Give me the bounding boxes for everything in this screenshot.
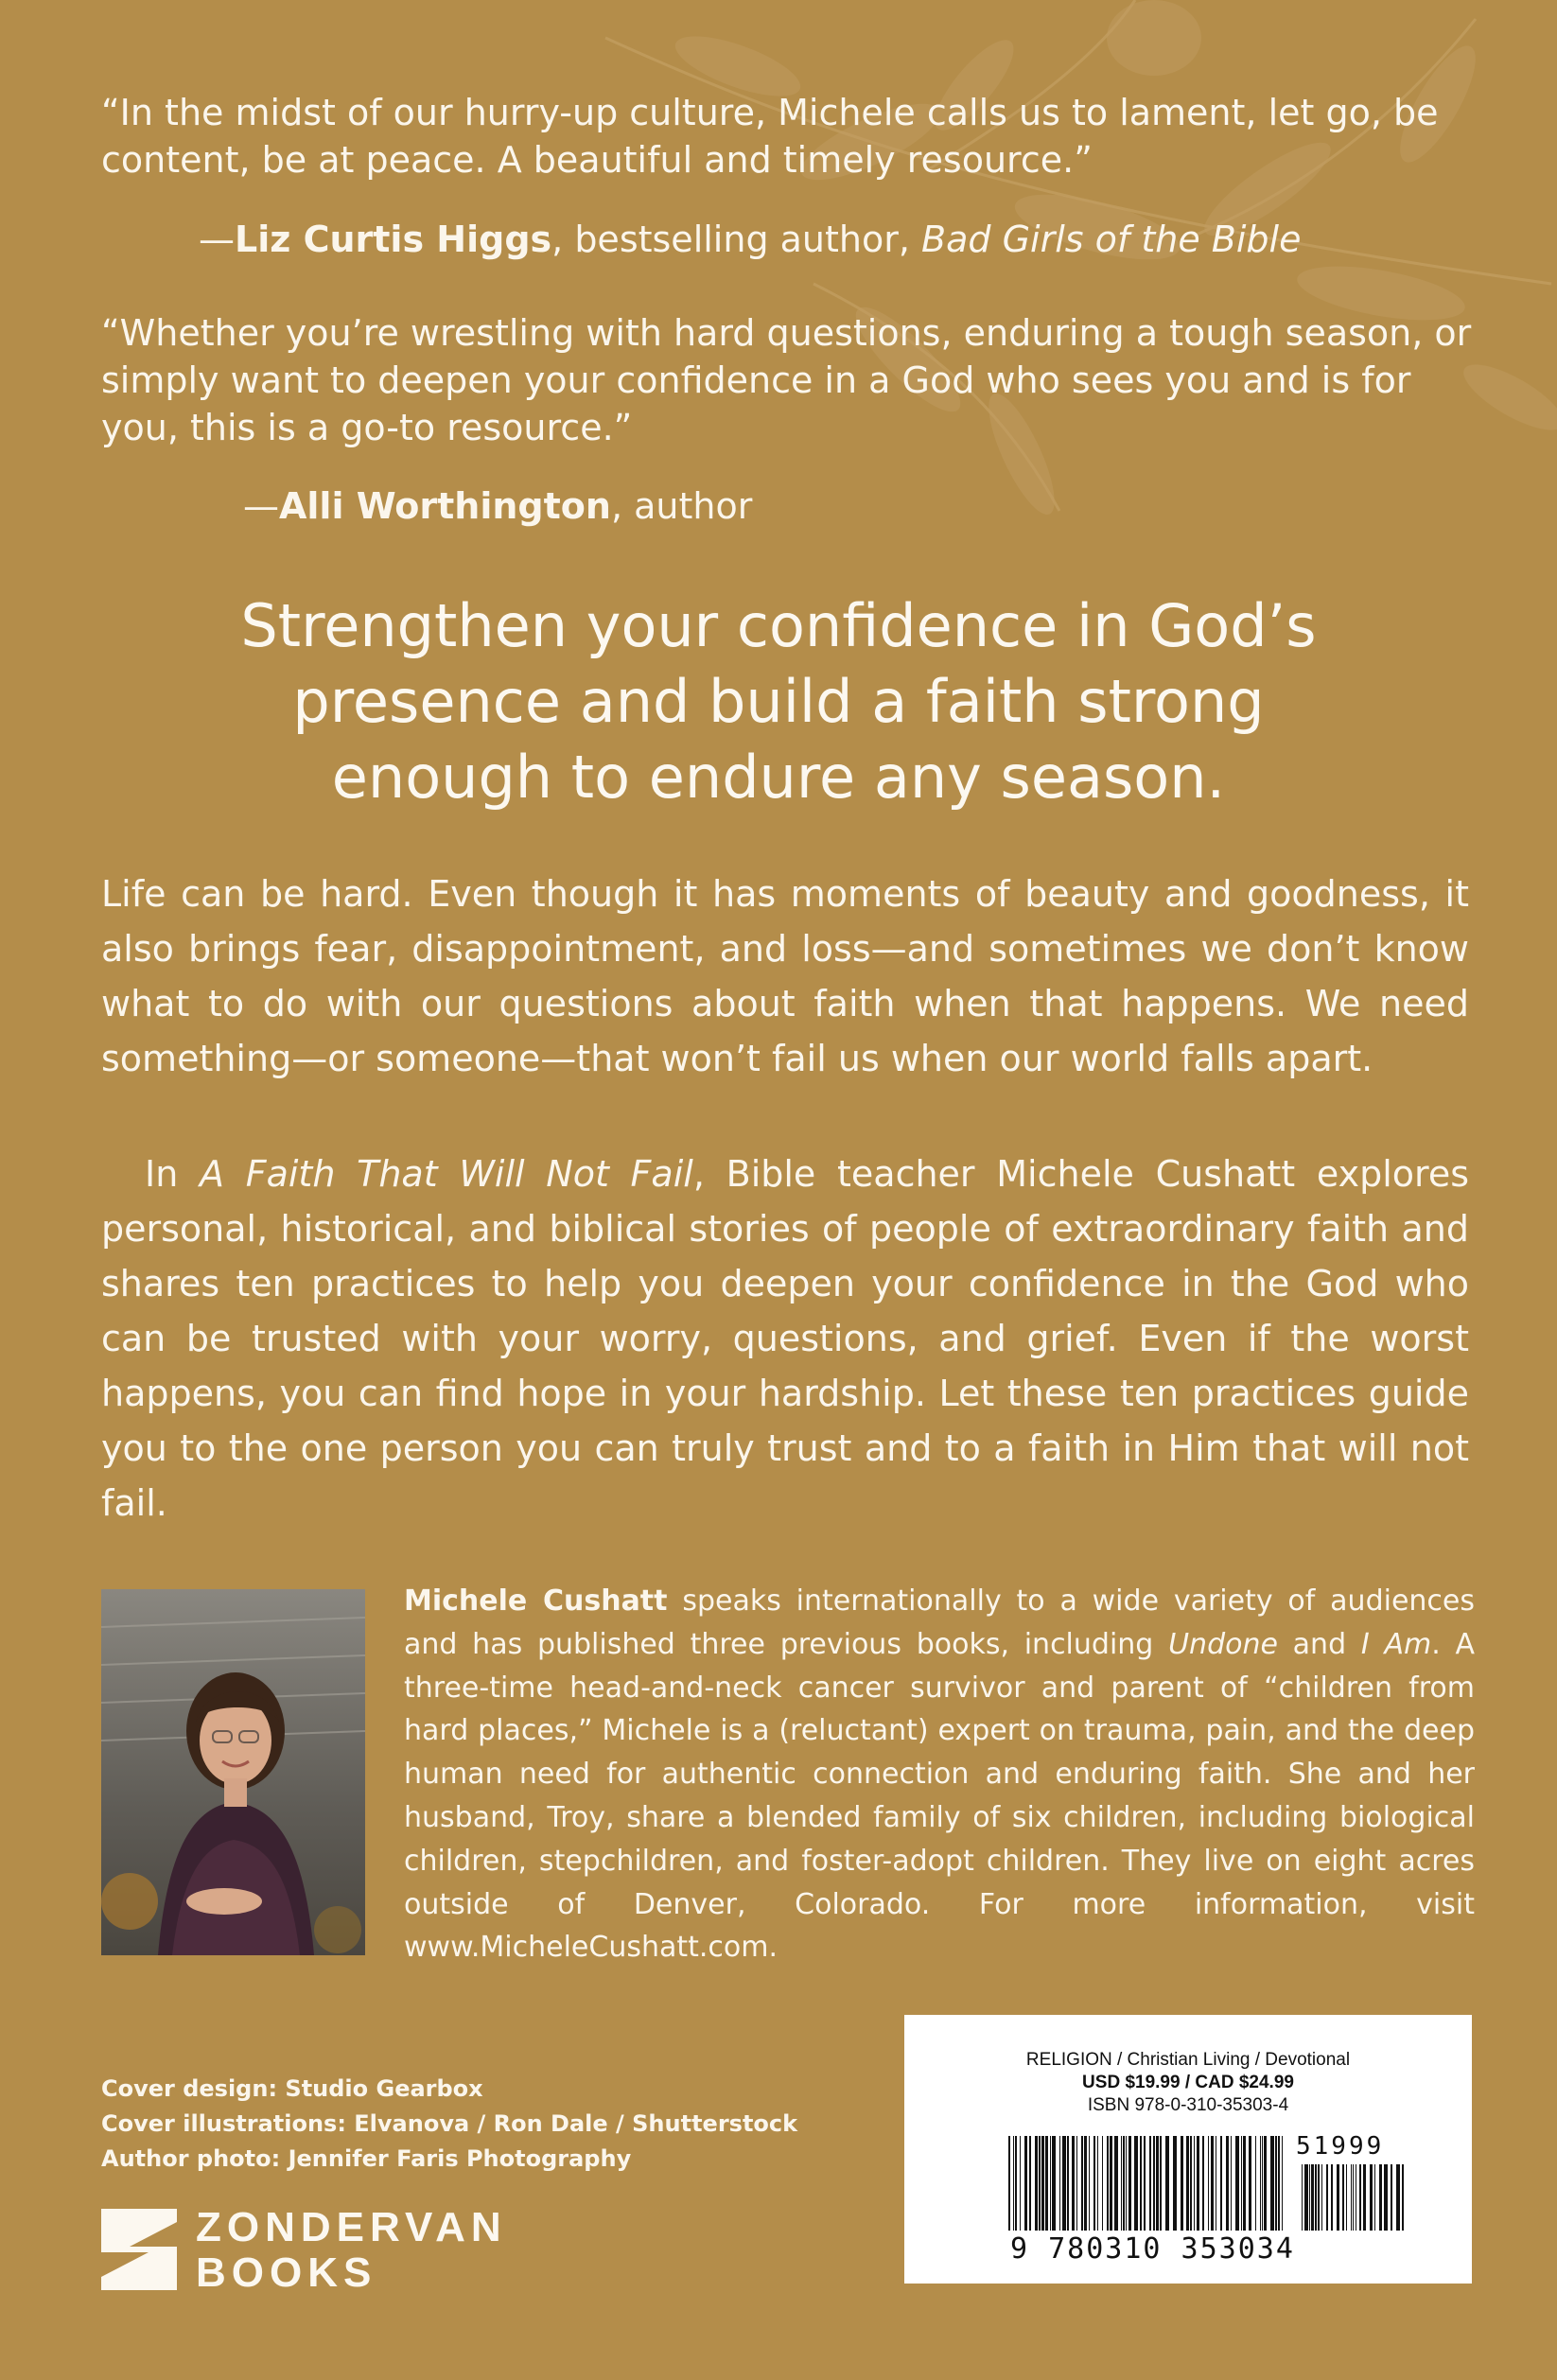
barcode-bar (1024, 2136, 1027, 2231)
barcode-bar (1008, 2136, 1010, 2231)
barcode-addon-bar (1342, 2164, 1344, 2231)
barcode-bar (1126, 2136, 1127, 2231)
author-portrait-image (101, 1589, 365, 1955)
barcode-addon-bar (1337, 2164, 1339, 2231)
barcode-addon-bar (1304, 2164, 1308, 2231)
barcode-addon-bar (1353, 2164, 1354, 2231)
barcode-bar (1081, 2136, 1083, 2231)
barcode-bar (1208, 2136, 1209, 2231)
headline-line-2: presence and build a faith strong (292, 667, 1265, 736)
barcode-bar (1144, 2136, 1146, 2231)
barcode-bar (1128, 2136, 1131, 2231)
endorser-book-title: Bad Girls of the Bible (921, 219, 1302, 260)
barcode-addon-bar (1326, 2164, 1328, 2231)
barcode-bar (1264, 2136, 1267, 2231)
barcode-bar (1015, 2136, 1017, 2231)
barcode-addon-bar (1363, 2164, 1366, 2231)
barcode-addon-bar (1318, 2164, 1320, 2231)
endorsement-quote-2: “Whether you’re wrestling with hard questions, enduring a tough season, or simply want to deepen your confidence in a God who sees you and is for you, this is a go-to resource.” (101, 312, 1472, 448)
barcode-addon-bar (1391, 2164, 1392, 2231)
barcode-bar (1123, 2136, 1125, 2231)
barcode-bar (1121, 2136, 1122, 2231)
barcode-bar (1173, 2136, 1177, 2231)
barcode-digits: 9 780310 353034 (1010, 2232, 1295, 2266)
publisher-logo (101, 2204, 536, 2296)
barcode-bar (1114, 2136, 1118, 2231)
endorser-name-2: Alli Worthington (279, 485, 611, 527)
barcode-bar (1050, 2136, 1051, 2231)
barcode-bar (1211, 2136, 1214, 2231)
endorsement-attribution-2: —Alli Worthington, author (243, 485, 753, 527)
barcode-bar (1035, 2136, 1038, 2231)
barcode-bar (1067, 2136, 1069, 2231)
barcode-bar (1041, 2136, 1044, 2231)
barcode-addon-bar (1311, 2164, 1314, 2231)
barcode-bar (1045, 2136, 1048, 2231)
author-photo (101, 1589, 365, 1955)
headline-line-3: enough to endure any season. (331, 743, 1226, 812)
barcode-bar (1140, 2136, 1142, 2231)
barcode-addon-bar (1315, 2164, 1317, 2231)
barcode-bar (1275, 2136, 1277, 2231)
barcode-bar (1220, 2136, 1222, 2231)
barcode-addon-bar (1370, 2164, 1373, 2231)
headline-line-1: Strengthen your confidence in God’s (240, 591, 1317, 660)
barcode-bar (1102, 2136, 1103, 2231)
barcode-bar (1107, 2136, 1109, 2231)
barcode-bar (1089, 2136, 1090, 2231)
barcode-bar (1186, 2136, 1189, 2231)
price-label: USD $19.99 / CAD $24.99 (1082, 2073, 1294, 2092)
barcode-bar (1262, 2136, 1263, 2231)
barcode-addon-bar (1302, 2164, 1303, 2231)
endorser-name-1: Liz Curtis Higgs (235, 219, 552, 260)
barcode-addon-bar (1379, 2164, 1382, 2231)
isbn-label: ISBN 978-0-310-35303-4 (1087, 2095, 1289, 2115)
barcode-panel (904, 2015, 1472, 2284)
barcode-bar (1181, 2136, 1183, 2231)
credit-author-photo: Author photo: Jennifer Faris Photography (101, 2145, 632, 2172)
barcode-bar (1149, 2136, 1151, 2231)
barcode-bar (1062, 2136, 1066, 2231)
barcode-bar (1134, 2136, 1138, 2231)
barcode-bar (1059, 2136, 1060, 2231)
barcode-bar (1052, 2136, 1056, 2231)
bisac-category: RELIGION / Christian Living / Devotional (1025, 2050, 1351, 2070)
barcode-bar (1190, 2136, 1192, 2231)
barcode-bar (1194, 2136, 1195, 2231)
barcode-bar (1260, 2136, 1261, 2231)
endorsement-quote-1: “In the midst of our hurry-up culture, Michele calls us to lament, let go, be content, be at peace. A beautiful and timely resource.” (101, 92, 1439, 181)
book-title: A Faith That Will Not Fail (200, 1153, 693, 1195)
barcode-price-addon: 51999 (1296, 2132, 1385, 2161)
barcode-addon-bar (1351, 2164, 1352, 2231)
barcode-bar (1084, 2136, 1087, 2231)
barcode-addon-bar (1374, 2164, 1375, 2231)
barcode-addon-bar (1321, 2164, 1322, 2231)
barcode-bar (1153, 2136, 1155, 2231)
credit-cover-design: Cover design: Studio Gearbox (101, 2075, 483, 2102)
barcode-bar (1110, 2136, 1112, 2231)
barcode-bar (1072, 2136, 1075, 2231)
barcode-addon-bar (1384, 2164, 1388, 2231)
barcode-bar (1093, 2136, 1095, 2231)
author-name: Michele Cushatt (404, 1584, 668, 1618)
zondervan-mark-icon (101, 2209, 177, 2290)
barcode-bar (1013, 2136, 1014, 2231)
barcode-bar (1255, 2136, 1256, 2231)
barcode-addon-bar (1396, 2164, 1400, 2231)
barcode-bar (1197, 2136, 1199, 2231)
barcode-bar (1243, 2136, 1246, 2231)
barcode-bar (1270, 2136, 1274, 2231)
author-bio: Michele Cushatt speaks internationally to a wide variety of audiences and has published three previous books, including Undone and I Am. A three-time head-and-neck cancer survivor and parent of “children from hard places,” Michele is a (reluctant) expert on trauma, pain, and the deep human need for authentic connection and enduring faith. She and her husband, Troy, share a blended family of six children, including biological children, stepchildren, and foster-adopt children. They live on eight acres outside of Denver, Colorado. For more information, visit www.MicheleCushatt.com. (404, 1584, 1475, 1965)
barcode-bar (1241, 2136, 1242, 2231)
cover-credits (101, 2072, 797, 2177)
barcode-bar (1226, 2136, 1229, 2231)
barcode-bar (1039, 2136, 1041, 2231)
barcode-bar (1156, 2136, 1159, 2231)
barcode-bar (1278, 2136, 1280, 2231)
barcode-bar (1202, 2136, 1204, 2231)
publisher-name: ZONDERVAN BOOKS (196, 2204, 507, 2296)
barcode-addon-bar (1346, 2164, 1347, 2231)
cover-headline (0, 588, 1557, 815)
barcode-bar (1029, 2136, 1031, 2231)
barcode-bar (1160, 2136, 1162, 2231)
barcode-bar (1249, 2136, 1251, 2231)
description-paragraph-2: In A Faith That Will Not Fail, Bible teacher Michele Cushatt explores personal, historical, and biblical stories of people of extraordinary faith and shares ten practices to help you deepen your confidence in the God who can be trusted with your worry, questions, and grief. Even if the worst happens, you can find hope in your hardship. Let these ten practices guide you to the one person you can truly trust and to a faith in Him that will not fail. (101, 1153, 1470, 1524)
description-paragraph-1: Life can be hard. Even though it has moments of beauty and goodness, it also brings fear, disappointment, and loss—and sometimes we don’t know what to do with our questions about faith when that happens. We need something—or someone—that won’t fail us when our world falls apart. (101, 873, 1469, 1079)
barcode-addon-bar (1402, 2164, 1404, 2231)
barcode-bar (1231, 2136, 1232, 2231)
barcode-bar (1165, 2136, 1169, 2231)
barcode-addon-bar (1331, 2164, 1333, 2231)
endorsement-attribution-1: —Liz Curtis Higgs, bestselling author, Bad Girls of the Bible (199, 219, 1302, 260)
barcode-bar (1097, 2136, 1098, 2231)
barcode-bar (1235, 2136, 1239, 2231)
barcode-bar (1020, 2136, 1021, 2231)
barcode-addon-bar (1359, 2164, 1361, 2231)
barcode-addon-bar (1309, 2164, 1310, 2231)
credit-cover-illustrations: Cover illustrations: Elvanova / Ron Dale / Shutterstock (101, 2110, 798, 2137)
barcode-bar (1076, 2136, 1077, 2231)
barcode-bar (1282, 2136, 1283, 2231)
